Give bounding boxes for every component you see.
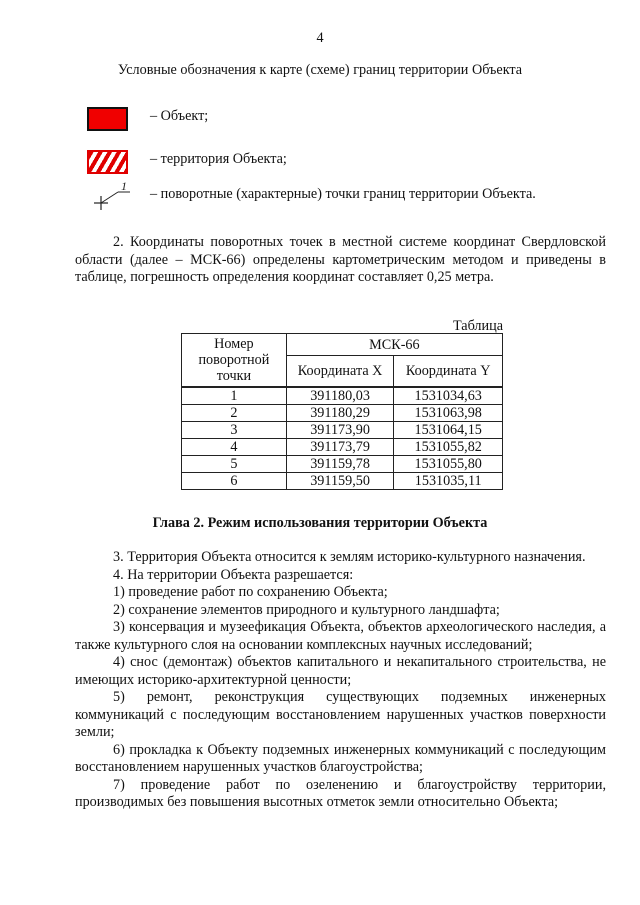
coordinate-y: 1531063,98 — [394, 405, 503, 422]
list-item: 3) консервация и музеефикация Объекта, объектов археологического наследия, а также культурного слоя на основании комплексных научных исследований; — [75, 619, 606, 653]
legend-item-territory — [84, 146, 287, 174]
list-item: 7) проведение работ по озеленению и благоустройству территории, производимых без повышения высотных отметок земли относительно Объекта; — [75, 776, 606, 810]
coordinates-table — [181, 333, 503, 490]
legend-item-label: – поворотные (характерные) точки границ территории Объекта. — [150, 186, 536, 203]
coordinate-x: 391180,29 — [286, 405, 394, 422]
table-caption: Таблица — [452, 318, 503, 334]
point-number: 2 — [182, 405, 287, 422]
turning-point-marker-icon — [84, 179, 134, 207]
chapter-2-text — [75, 549, 606, 812]
coordinate-x: 391159,50 — [286, 473, 394, 490]
coordinate-x: 391173,79 — [286, 439, 394, 456]
marker-label: 1 — [121, 179, 127, 193]
list-item: 5) ремонт, реконструкция существующих подземных инженерных коммуникаций с последующим восстановлением нарушенных участков поверхности земли; — [75, 689, 606, 740]
header-point-number: Номер поворотной точки — [182, 334, 287, 388]
point-number: 6 — [182, 473, 287, 490]
coordinate-y: 1531034,63 — [394, 387, 503, 405]
coordinate-y: 1531035,11 — [394, 473, 503, 490]
coordinate-x: 391180,03 — [286, 387, 394, 405]
list-item: 1) проведение работ по сохранению Объекта; — [113, 584, 388, 600]
list-item: 4) снос (демонтаж) объектов капитального и некапитального строительства, не имеющих историко-архитектурной ценности; — [75, 654, 606, 688]
coordinate-y: 1531064,15 — [394, 422, 503, 439]
header-x: Координата X — [286, 356, 394, 387]
legend-item-label: – Объект; — [150, 108, 209, 125]
header-coordinate-system: МСК-66 — [286, 334, 502, 356]
coordinate-y: 1531055,82 — [394, 439, 503, 456]
table-row — [182, 387, 503, 405]
table-row — [182, 473, 503, 490]
coordinate-x: 391173,90 — [286, 422, 394, 439]
table-row — [182, 422, 503, 439]
filled-red-rectangle-icon — [84, 105, 134, 129]
legend-item-label: – территория Объекта; — [150, 151, 287, 168]
paragraph-2: 2. Координаты поворотных точек в местной системе координат Свердловской области (далее – МСК-66) определены картометрическим методом и приведены в таблице, погрешность определения координат составляет 0,25 метра. — [75, 234, 606, 285]
point-number: 4 — [182, 439, 287, 456]
legend-item-turning-points — [84, 181, 536, 209]
point-number: 3 — [182, 422, 287, 439]
legend-item-object — [84, 103, 208, 131]
header-y: Координата Y — [394, 356, 503, 387]
paragraph: 4. На территории Объекта разрешается: — [113, 566, 354, 583]
list-item: 2) сохранение элементов природного и культурного ландшафта; — [113, 601, 500, 618]
list-item: 6) прокладка к Объекту подземных инженерных коммуникаций с последующим восстановлением нарушенных участков благоустройства; — [75, 741, 606, 775]
page-number: 4 — [316, 30, 324, 46]
coordinate-y: 1531055,80 — [394, 456, 503, 473]
table-row — [182, 456, 503, 473]
point-number: 1 — [182, 387, 287, 405]
paragraph: 3. Территория Объекта относится к землям историко-культурного назначения. — [113, 549, 586, 565]
legend-title: Условные обозначения к карте (схеме) границ территории Объекта — [117, 62, 523, 78]
hatched-red-rectangle-icon — [84, 148, 134, 172]
chapter-title: Глава 2. Режим использования территории Объекта — [152, 515, 488, 531]
table-row — [182, 405, 503, 422]
table-row — [182, 439, 503, 456]
coordinate-x: 391159,78 — [286, 456, 394, 473]
point-number: 5 — [182, 456, 287, 473]
